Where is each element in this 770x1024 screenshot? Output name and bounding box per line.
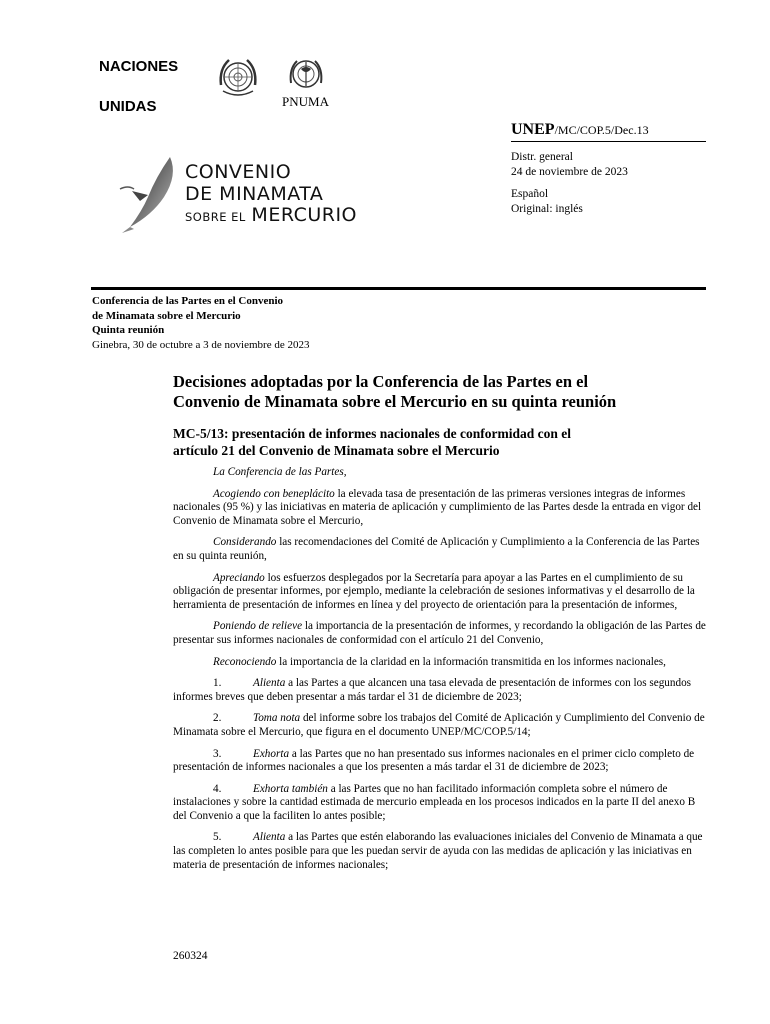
preamble-paragraph-3: Apreciando los esfuerzos desplegados por la Secretaría para apoyar a las Partes en el cumplimiento de su obligación de presentar informes, por ejemplo, mediante la celebración de sesiones informativas y el desarrollo de la herramienta de presentación de informes en línea y del proyecto de orientación para la presentación de informes, <box>173 571 695 611</box>
preamble-paragraph-1: Acogiendo con beneplácito la elevada tasa de presentación de las primeras versiones integras de informes nacionales (95 %) y las iniciativas en materia de aplicación y cumplimiento de las Partes desde la entrada en vigor del Convenio de Minamata sobre el Mercurio, <box>173 487 702 527</box>
symbol-divider <box>511 141 706 142</box>
session-line1: Conferencia de las Partes en el Convenio <box>92 295 284 307</box>
un-emblem-icon <box>215 55 261 101</box>
distribution: Distr. general <box>511 151 573 163</box>
opening-line: La Conferencia de las Partes, <box>213 466 347 478</box>
operative-paragraph-1: 1. Alienta a las Partes a que alcancen una tasa elevada de presentación de informes con los segundos informes breves que deben presentar a más tardar el 31 de diciembre de 2023; <box>173 677 692 703</box>
subtitle-line1: MC-5/13: presentación de informes nacionales de conformidad con el <box>173 426 571 441</box>
session-line2: de Minamata sobre el Mercurio <box>92 309 241 322</box>
symbol-main: UNEP <box>511 121 555 138</box>
symbol-rest: /MC/COP.5/Dec.13 <box>554 123 649 137</box>
distribution-info <box>511 150 628 217</box>
language: Español <box>511 188 549 200</box>
original-language: Original: inglés <box>511 203 583 215</box>
operative-paragraph-2: 2. Toma nota del informe sobre los trabajos del Comité de Aplicación y Cumplimiento del Convenio de Minamata sobre el Mercurio, que figura en el documento UNEP/MC/COP.5/14; <box>173 712 705 738</box>
org-name-line1: NACIONES <box>99 58 179 75</box>
session-line3: Quinta reunión <box>92 324 165 336</box>
preamble-paragraph-5: Reconociendo la importancia de la claridad en la información transmitida en los informes nacionales, <box>213 655 666 668</box>
session-info <box>92 294 309 352</box>
preamble-paragraph-4: Poniendo de relieve la importancia de la presentación de informes, y recordando la obligación de las Partes de presentar sus informes nacionales de conformidad con el artículo 21 del Convenio, <box>173 620 706 646</box>
title-line1: Decisiones adoptadas por la Conferencia de las Partes en el <box>173 372 589 391</box>
session-line4: Ginebra, 30 de octubre a 3 de noviembre de 2023 <box>92 338 310 351</box>
convention-line2: DE MINAMATA <box>185 183 324 205</box>
document-symbol <box>511 121 649 139</box>
org-name-line2: UNIDAS <box>99 98 157 115</box>
unep-emblem-icon <box>283 55 329 95</box>
header-divider <box>91 287 706 290</box>
document-number: 260324 <box>173 950 208 962</box>
operative-paragraph-3: 3. Exhorta a las Partes que no han presentado sus informes nacionales en el primer ciclo completo de presentación de informes nacionales a que los presenten a más tardar el 31 de diciembre de 2023; <box>173 747 695 774</box>
convention-mercurio: MERCURIO <box>251 204 358 226</box>
unep-label: PNUMA <box>282 94 329 109</box>
minamata-fish-logo-icon <box>118 155 180 235</box>
title-line2: Convenio de Minamata sobre el Mercurio en su quinta reunión <box>173 392 617 411</box>
decision-body <box>173 466 706 880</box>
preamble-paragraph-2: Considerando las recomendaciones del Comité de Aplicación y Cumplimiento a la Conferencia de las Partes en su quinta reunión, <box>173 536 700 562</box>
issue-date: 24 de noviembre de 2023 <box>511 166 628 178</box>
convention-line3 <box>185 204 357 228</box>
convention-line1: CONVENIO <box>185 161 292 183</box>
operative-paragraph-4: 4. Exhorta también a las Partes que no han facilitado información completa sobre el número de instalaciones y sobre la cantidad estimada de mercurio empleada en los procesos indicados en la parte II del anexo B del Convenio a que la faciliten lo antes posible; <box>173 782 696 822</box>
subtitle-line2: artículo 21 del Convenio de Minamata sobre el Mercurio <box>173 443 500 458</box>
decision-title <box>173 425 713 459</box>
convention-sobre-el: SOBRE EL <box>185 210 246 224</box>
operative-paragraph-5: 5. Alienta a las Partes que estén elaborando las evaluaciones iniciales del Convenio de Minamata a que las completen lo antes posible para que les puedan servir de ayuda con las medidas de aplicación y las iniciativas en materia de presentación de informes nacionales; <box>173 831 703 871</box>
page-title <box>173 372 713 412</box>
